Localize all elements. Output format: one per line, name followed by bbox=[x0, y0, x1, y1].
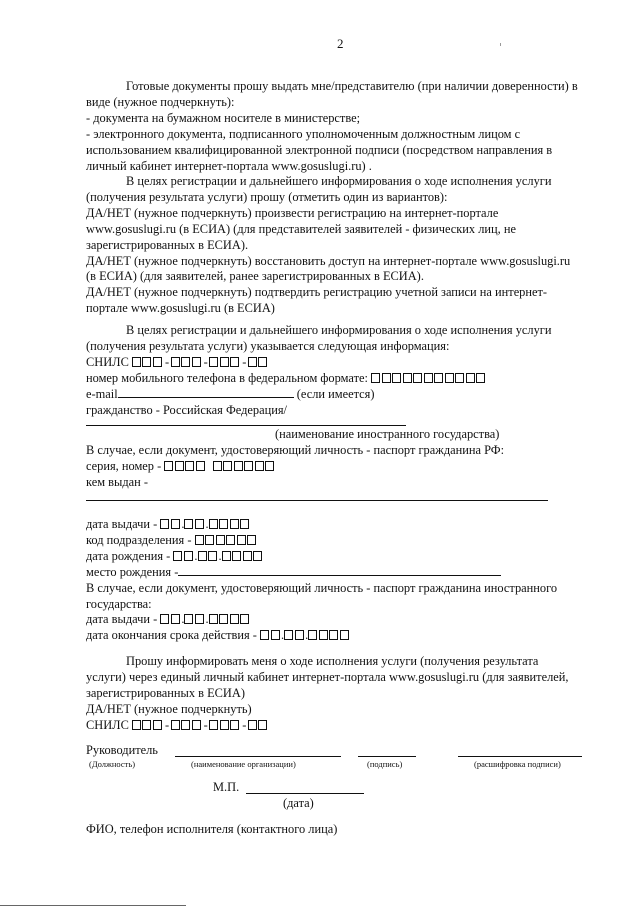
rf-passport-block bbox=[86, 443, 606, 491]
text-line: Прошу информировать меня о ходе исполнения услуги (получения результата bbox=[126, 654, 539, 668]
digit-box[interactable] bbox=[173, 551, 182, 561]
text-line: ДА/НЕТ (нужное подчеркнуть) bbox=[86, 701, 252, 716]
digit-box[interactable] bbox=[195, 519, 204, 529]
issue-date-label: дата выдачи - bbox=[86, 517, 158, 531]
birth-date-field[interactable]: дата рождения - . . bbox=[86, 549, 606, 565]
email-input-line[interactable] bbox=[118, 397, 294, 398]
digit-box[interactable] bbox=[175, 461, 184, 471]
digit-box[interactable] bbox=[195, 614, 204, 624]
text-line: В целях регистрации и дальнейшего информирования о ходе исполнения услуги bbox=[126, 323, 552, 337]
digit-box[interactable] bbox=[424, 373, 433, 383]
digit-box[interactable] bbox=[230, 614, 239, 624]
phone-label: номер мобильного телефона в федеральном формате: bbox=[86, 370, 368, 385]
digit-box[interactable] bbox=[340, 630, 349, 640]
foreign-issue-date-field[interactable]: дата выдачи - . . bbox=[86, 612, 606, 628]
digit-box[interactable] bbox=[248, 357, 257, 367]
digit-box[interactable] bbox=[230, 720, 239, 730]
digit-box[interactable] bbox=[403, 373, 412, 383]
digit-box[interactable] bbox=[132, 720, 141, 730]
digit-box[interactable] bbox=[195, 535, 204, 545]
digit-box[interactable] bbox=[219, 519, 228, 529]
digit-box[interactable] bbox=[226, 535, 235, 545]
digit-box[interactable] bbox=[234, 461, 243, 471]
digit-box[interactable] bbox=[319, 630, 328, 640]
digit-box[interactable] bbox=[142, 357, 151, 367]
digit-box[interactable] bbox=[171, 519, 180, 529]
digit-box[interactable] bbox=[248, 720, 257, 730]
date-input-line[interactable] bbox=[246, 793, 364, 794]
digit-box[interactable] bbox=[171, 357, 180, 367]
paragraph-registration bbox=[86, 174, 606, 317]
birth-place-label: место рождения - bbox=[86, 564, 179, 579]
email-note: (если имеется) bbox=[296, 386, 375, 401]
snils-label: СНИЛС bbox=[86, 717, 129, 732]
signature-caption: (подпись) bbox=[367, 759, 403, 769]
digit-box[interactable] bbox=[220, 720, 229, 730]
text-line: В случае, если документ, удостоверяющий личность - паспорт гражданина иностранного bbox=[86, 580, 558, 595]
scan-mark bbox=[500, 43, 501, 46]
digit-box[interactable] bbox=[284, 630, 293, 640]
digit-box[interactable] bbox=[445, 373, 454, 383]
foreign-state-caption: (наименование иностранного государства) bbox=[275, 427, 500, 441]
digit-box[interactable] bbox=[184, 614, 193, 624]
signature-decoding-input-line[interactable] bbox=[458, 756, 582, 757]
citizenship-text: гражданство - Российская Федерация/ bbox=[86, 402, 287, 417]
series-number-field[interactable] bbox=[86, 459, 606, 475]
text-line: зарегистрированных в ЕСИА). bbox=[86, 237, 249, 252]
paragraph-delivery bbox=[86, 79, 606, 174]
text-line: использованием квалифицированной электронной подписи (посредством направления в bbox=[86, 142, 553, 157]
digit-box[interactable] bbox=[213, 461, 222, 471]
digit-box[interactable] bbox=[392, 373, 401, 383]
digit-box[interactable] bbox=[132, 357, 141, 367]
snils-label: СНИЛС bbox=[86, 354, 129, 369]
paragraph-personal-info bbox=[86, 323, 606, 418]
digit-box[interactable] bbox=[198, 551, 207, 561]
text-line: ДА/НЕТ (нужное подчеркнуть) восстановить доступ на интернет-портале www.gosuslugi.ru bbox=[86, 253, 571, 268]
digit-box[interactable] bbox=[184, 551, 193, 561]
head-label: Руководитель bbox=[86, 743, 158, 757]
digit-box[interactable] bbox=[181, 720, 190, 730]
digit-box[interactable] bbox=[153, 720, 162, 730]
snils-field[interactable]: СНИЛС - - - bbox=[86, 355, 606, 371]
stamp-label: М.П. bbox=[213, 780, 240, 794]
passport-details bbox=[86, 517, 606, 644]
digit-box[interactable] bbox=[260, 630, 269, 640]
digit-box[interactable] bbox=[230, 519, 239, 529]
digit-box[interactable] bbox=[205, 535, 214, 545]
digit-box[interactable] bbox=[271, 630, 280, 640]
text-line: (получения результата услуги) указывается следующая информация: bbox=[86, 338, 450, 353]
division-code-field[interactable] bbox=[86, 533, 606, 549]
text-line: государства: bbox=[86, 596, 152, 611]
digit-box[interactable] bbox=[222, 551, 231, 561]
issue-date-field[interactable]: дата выдачи - . . bbox=[86, 517, 606, 533]
text-line: www.gosuslugi.ru (в ЕСИА) (для представителей заявителей - физических лиц, не bbox=[86, 221, 516, 236]
issued-by-input-line[interactable] bbox=[86, 500, 548, 501]
digit-box[interactable] bbox=[160, 614, 169, 624]
digit-box[interactable] bbox=[192, 357, 201, 367]
text-line: Готовые документы прошу выдать мне/представителю (при наличии доверенности) в bbox=[126, 79, 578, 93]
footer-divider bbox=[0, 905, 186, 906]
birth-date-label: дата рождения - bbox=[86, 548, 171, 563]
digit-box[interactable] bbox=[413, 373, 422, 383]
digit-box[interactable] bbox=[184, 519, 193, 529]
digit-box[interactable] bbox=[295, 630, 304, 640]
digit-box[interactable] bbox=[255, 461, 264, 471]
text-line: услуги) через единый личный кабинет интернет-портала www.gosuslugi.ru (для заявителей, bbox=[86, 669, 569, 684]
expiry-label: дата окончания срока действия - bbox=[86, 628, 257, 643]
expiry-date-field[interactable]: дата окончания срока действия - . . bbox=[86, 628, 606, 644]
position-caption: (Должность) bbox=[89, 759, 136, 769]
text-line: виде (нужное подчеркнуть): bbox=[86, 94, 235, 109]
digit-box[interactable] bbox=[258, 357, 267, 367]
digit-box[interactable] bbox=[434, 373, 443, 383]
digit-box[interactable] bbox=[209, 519, 218, 529]
foreign-state-input-line[interactable] bbox=[86, 425, 406, 426]
digit-box[interactable] bbox=[219, 614, 228, 624]
digit-box[interactable] bbox=[244, 461, 253, 471]
text-line: личный кабинет интернет-портала www.gosuslugi.ru) . bbox=[86, 158, 372, 173]
digit-box[interactable] bbox=[476, 373, 485, 383]
digit-box[interactable] bbox=[208, 551, 217, 561]
digit-box[interactable] bbox=[216, 535, 225, 545]
contact-person-label: ФИО, телефон исполнителя (контактного лица) bbox=[86, 822, 338, 836]
text-line: ДА/НЕТ (нужное подчеркнуть) подтвердить регистрацию учетной записи на интернет- bbox=[86, 285, 548, 300]
birth-place-input-line[interactable] bbox=[178, 575, 501, 576]
digit-box[interactable] bbox=[265, 461, 274, 471]
digit-box[interactable] bbox=[181, 357, 190, 367]
digit-box[interactable] bbox=[258, 720, 267, 730]
date-caption: (дата) bbox=[283, 796, 314, 810]
digit-box[interactable] bbox=[308, 630, 317, 640]
digit-box[interactable] bbox=[243, 551, 252, 561]
digit-box[interactable] bbox=[153, 357, 162, 367]
digit-box[interactable] bbox=[160, 519, 169, 529]
digit-box[interactable] bbox=[142, 720, 151, 730]
digit-box[interactable] bbox=[466, 373, 475, 383]
foreign-issue-date-label: дата выдачи - bbox=[86, 612, 158, 627]
digit-box[interactable] bbox=[223, 461, 232, 471]
digit-box[interactable] bbox=[171, 720, 180, 730]
digit-box[interactable] bbox=[237, 535, 246, 545]
text-line: В случае, если документ, удостоверяющий личность - паспорт гражданина РФ: bbox=[86, 443, 505, 457]
text-line: зарегистрированных в ЕСИА) bbox=[86, 685, 245, 700]
digit-box[interactable] bbox=[455, 373, 464, 383]
digit-box[interactable] bbox=[253, 551, 262, 561]
division-code-label: код подразделения - bbox=[86, 532, 192, 547]
phone-field[interactable] bbox=[86, 371, 606, 387]
digit-box[interactable] bbox=[209, 720, 218, 730]
digit-box[interactable] bbox=[209, 614, 218, 624]
digit-box[interactable] bbox=[209, 357, 218, 367]
org-name-caption: (наименование организации) bbox=[191, 759, 296, 769]
page-number: 2 bbox=[337, 36, 344, 51]
email-label: e-mail bbox=[86, 386, 118, 401]
digit-box[interactable] bbox=[230, 357, 239, 367]
digit-box[interactable] bbox=[196, 461, 205, 471]
digit-box[interactable] bbox=[164, 461, 173, 471]
digit-box[interactable] bbox=[382, 373, 391, 383]
signature-input-line[interactable] bbox=[358, 756, 416, 757]
birth-place-field[interactable] bbox=[86, 565, 606, 581]
text-line: В целях регистрации и дальнейшего информирования о ходе исполнения услуги bbox=[126, 174, 552, 188]
digit-box[interactable] bbox=[240, 519, 249, 529]
email-field[interactable] bbox=[86, 387, 606, 403]
text-line: портале www.gosuslugi.ru (в ЕСИА) bbox=[86, 301, 275, 316]
digit-box[interactable] bbox=[220, 357, 229, 367]
digit-box[interactable] bbox=[232, 551, 241, 561]
snils-field-2[interactable]: СНИЛС - - - bbox=[86, 718, 606, 734]
issued-by-label: кем выдан - bbox=[86, 474, 148, 489]
text-line: ДА/НЕТ (нужное подчеркнуть) произвести регистрацию на интернет-портале bbox=[86, 205, 499, 220]
digit-box[interactable] bbox=[185, 461, 194, 471]
decoding-caption: (расшифровка подписи) bbox=[474, 759, 561, 769]
digit-box[interactable] bbox=[240, 614, 249, 624]
text-line: (в ЕСИА) (для заявителей, ранее зарегистрированных в ЕСИА). bbox=[86, 269, 424, 284]
digit-box[interactable] bbox=[371, 373, 380, 383]
digit-box[interactable] bbox=[192, 720, 201, 730]
text-line: - документа на бумажном носителе в министерстве; bbox=[86, 110, 361, 125]
digit-box[interactable] bbox=[171, 614, 180, 624]
text-line: - электронного документа, подписанного уполномоченным должностным лицом с bbox=[86, 126, 521, 141]
series-label: серия, номер - bbox=[86, 458, 162, 473]
digit-box[interactable] bbox=[329, 630, 338, 640]
digit-box[interactable] bbox=[247, 535, 256, 545]
text-line: (получения результата услуги) прошу (отметить один из вариантов): bbox=[86, 189, 448, 204]
paragraph-notification bbox=[86, 654, 606, 734]
org-name-input-line[interactable] bbox=[175, 756, 341, 757]
